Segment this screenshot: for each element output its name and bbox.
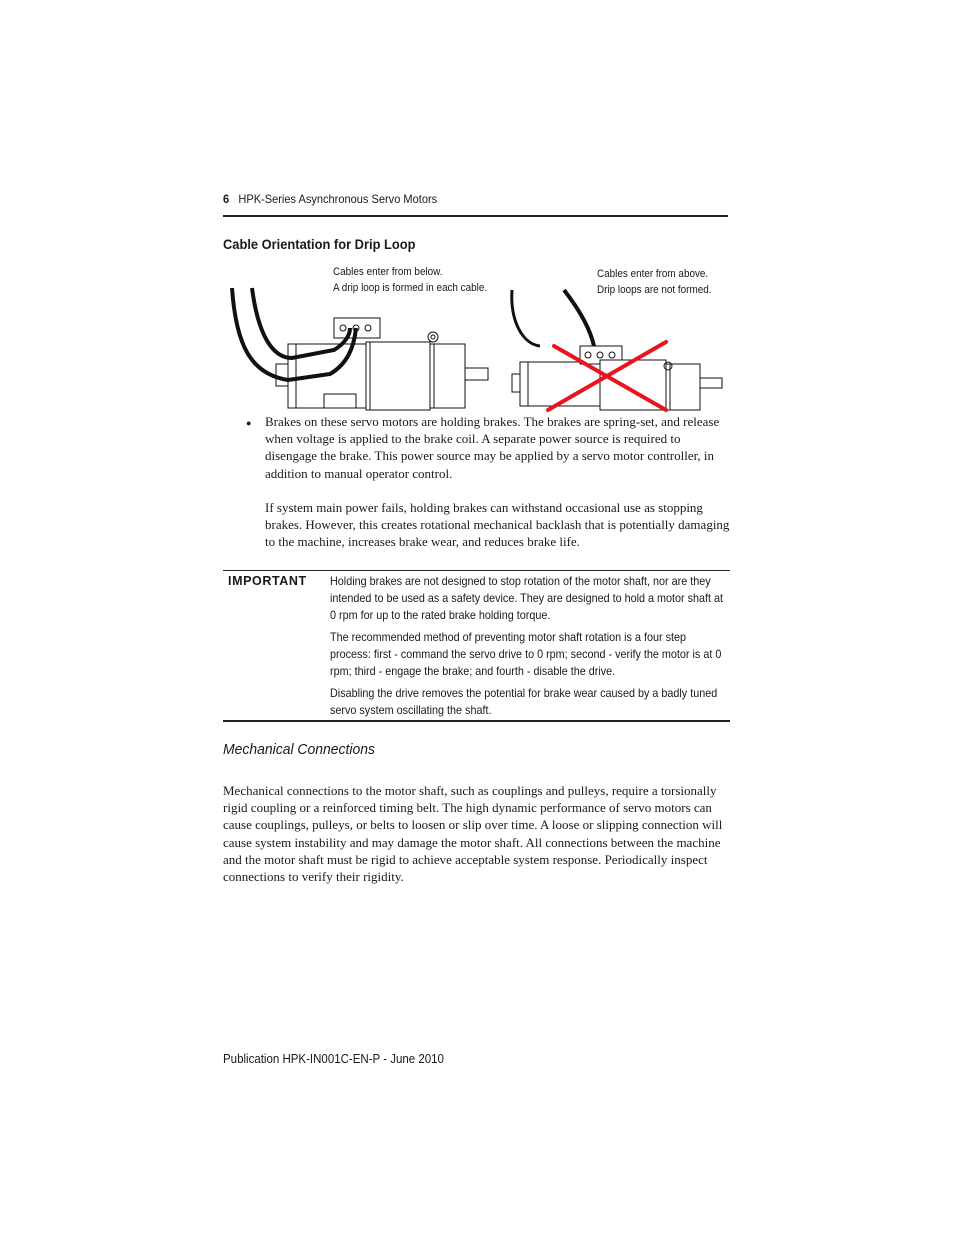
- caption-left-line2: A drip loop is formed in each cable.: [333, 281, 488, 294]
- page-number: 6: [223, 192, 230, 206]
- drip-loop-figure: [222, 284, 730, 416]
- motor-incorrect-drawing: [512, 290, 722, 410]
- mechanical-paragraph: Mechanical connections to the motor shaft, such as couplings and pulleys, require a torsionally rigid coupling or a reinforced timing belt. The high dynamic performance of servo motors can cause couplings, pulleys, or belts to loosen or slip over time. A loose or slipping connection will cause system instability and may damage the motor shaft. All connections between the machine and the motor shaft must be rigid to achieve acceptable system response. Periodically inspect connections to verify their rigidity.: [223, 783, 723, 885]
- header-rule: [223, 215, 728, 217]
- important-label: IMPORTANT: [228, 574, 307, 588]
- running-header: [223, 192, 688, 206]
- important-body: [330, 573, 726, 724]
- bullet-dot: ●: [246, 418, 252, 428]
- motor-correct-drawing: [232, 288, 488, 410]
- section-heading: Cable Orientation for Drip Loop: [223, 236, 416, 252]
- publication-footer: Publication HPK-IN001C-EN-P - June 2010: [223, 1052, 444, 1066]
- caption-left-line1: Cables enter from below.: [333, 266, 443, 278]
- important-paragraph-1: Holding brakes are not designed to stop rotation of the motor shaft, nor are they intended to be used as a safety device. They are designed to hold a motor shaft at 0 rpm for up to the rated brake holding torque.: [330, 574, 724, 622]
- important-paragraph-2: The recommended method of preventing motor shaft rotation is a four step process: first - command the servo drive to 0 rpm; second - verify the motor is at 0 rpm; third - engage the brake; and fourth - disable the drive.: [330, 630, 722, 678]
- important-bottom-rule: [223, 720, 730, 722]
- important-paragraph-3: Disabling the drive removes the potential for brake wear caused by a badly tuned servo system oscillating the shaft.: [330, 686, 718, 717]
- brake-paragraph-2: If system main power fails, holding brakes can withstand occasional use as stopping brakes. However, this creates rotational mechanical backlash that is potentially damaging to the machine, increases brake wear, and reduces brake life.: [265, 500, 730, 550]
- important-top-rule: [223, 570, 730, 571]
- brake-paragraph: Brakes on these servo motors are holding brakes. The brakes are spring-set, and release when voltage is applied to the brake coil. A separate power source is required to disengage the brake. This power source may be applied by a servo motor controller, in addition to manual operator control.: [265, 414, 720, 481]
- caption-right-line2: Drip loops are not formed.: [597, 283, 712, 296]
- caption-right-line1: Cables enter from above.: [597, 268, 709, 280]
- document-title: HPK-Series Asynchronous Servo Motors: [238, 192, 438, 206]
- mechanical-heading: Mechanical Connections: [223, 741, 375, 758]
